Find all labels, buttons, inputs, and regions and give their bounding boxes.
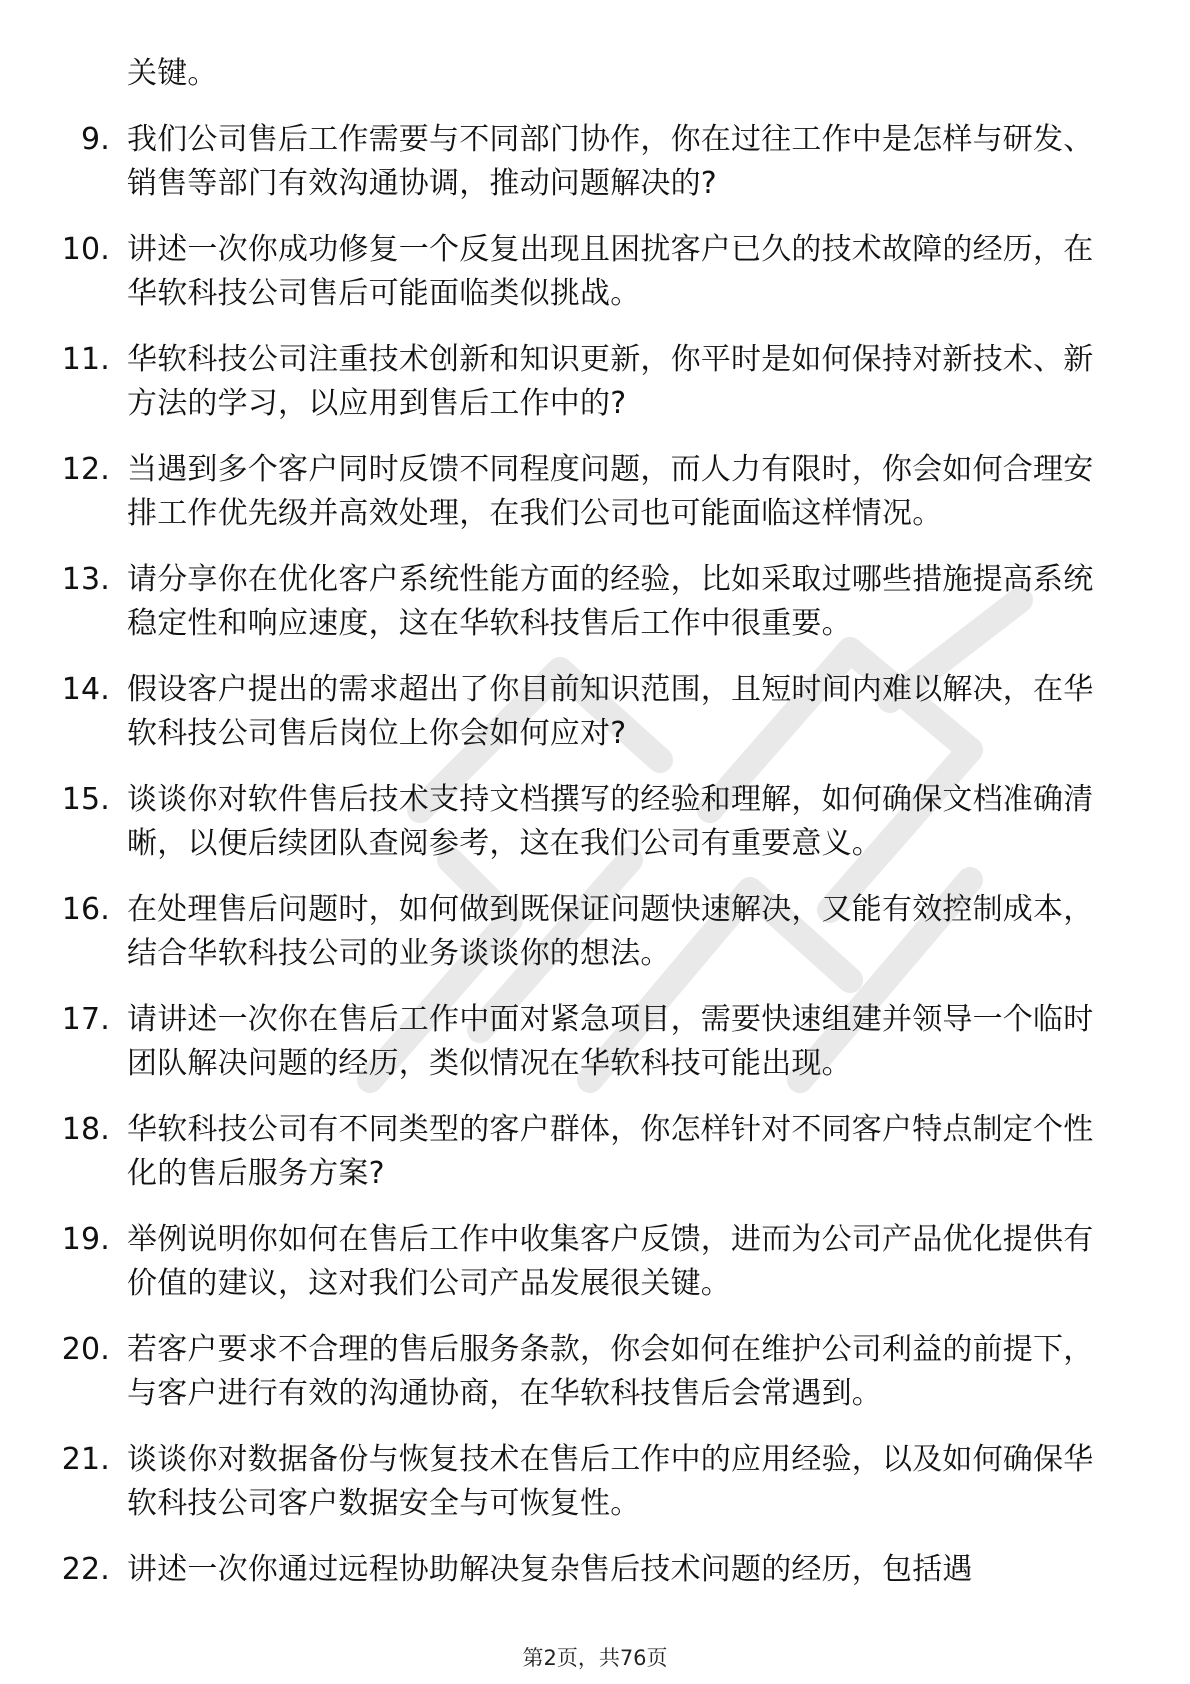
question-list (0, 52, 1190, 1614)
list-item (0, 228, 1107, 316)
list-item (0, 1548, 1107, 1592)
list-item (0, 668, 1107, 756)
question-number: 12. (61, 452, 110, 487)
page-footer: 第2页，共76页 (522, 1646, 668, 1670)
question-text: 我们公司售后工作需要与不同部门协作，你在过往工作中是怎样与研发、销售等部门有效沟通协调，推动问题解决的? (127, 122, 1094, 201)
question-number: 15. (61, 782, 110, 817)
question-number: 19. (61, 1222, 110, 1257)
question-text: 讲述一次你成功修复一个反复出现且困扰客户已久的技术故障的经历，在华软科技公司售后可能面临类似挑战。 (127, 232, 1094, 311)
list-item (0, 998, 1107, 1086)
question-number: 14. (61, 672, 110, 707)
question-text: 讲述一次你通过远程协助解决复杂售后技术问题的经历，包括遇 (127, 1552, 973, 1587)
question-number: 17. (61, 1002, 110, 1037)
list-item (0, 778, 1107, 866)
question-text: 举例说明你如何在售后工作中收集客户反馈，进而为公司产品优化提供有价值的建议，这对我们公司产品发展很关键。 (127, 1222, 1094, 1301)
list-item (0, 1438, 1107, 1526)
list-item (0, 1328, 1107, 1416)
question-number: 20. (61, 1332, 110, 1367)
question-number: 22. (61, 1552, 110, 1587)
list-item (0, 118, 1107, 206)
list-item (0, 338, 1107, 426)
question-number: 13. (61, 562, 110, 597)
question-text: 请讲述一次你在售后工作中面对紧急项目，需要快速组建并领导一个临时团队解决问题的经历，类似情况在华软科技可能出现。 (127, 1002, 1094, 1081)
continuation-text: 关键。 (127, 56, 218, 91)
question-text: 假设客户提出的需求超出了你目前知识范围，且短时间内难以解决，在华软科技公司售后岗位上你会如何应对? (127, 672, 1094, 751)
question-number: 16. (61, 892, 110, 927)
list-item (0, 558, 1107, 646)
question-text: 当遇到多个客户同时反馈不同程度问题，而人力有限时，你会如何合理安排工作优先级并高效处理，在我们公司也可能面临这样情况。 (127, 452, 1094, 531)
question-number: 10. (61, 232, 110, 267)
question-number: 18. (61, 1112, 110, 1147)
list-item (0, 1218, 1107, 1306)
list-item (0, 1108, 1107, 1196)
question-text: 请分享你在优化客户系统性能方面的经验，比如采取过哪些措施提高系统稳定性和响应速度，这在华软科技售后工作中很重要。 (127, 562, 1094, 641)
question-text: 华软科技公司注重技术创新和知识更新，你平时是如何保持对新技术、新方法的学习，以应用到售后工作中的? (127, 342, 1094, 421)
question-text: 华软科技公司有不同类型的客户群体，你怎样针对不同客户特点制定个性化的售后服务方案? (127, 1112, 1094, 1191)
question-number: 11. (61, 342, 110, 377)
list-item (0, 448, 1107, 536)
question-number: 9. (80, 122, 110, 157)
question-number: 21. (61, 1442, 110, 1477)
continuation-line (0, 52, 1107, 96)
questions-container (0, 118, 1190, 1592)
list-item (0, 888, 1107, 976)
question-text: 在处理售后问题时，如何做到既保证问题快速解决，又能有效控制成本，结合华软科技公司的业务谈谈你的想法。 (127, 892, 1094, 971)
question-text: 谈谈你对软件售后技术支持文档撰写的经验和理解，如何确保文档准确清晰，以便后续团队查阅参考，这在我们公司有重要意义。 (127, 782, 1094, 861)
question-text: 谈谈你对数据备份与恢复技术在售后工作中的应用经验，以及如何确保华软科技公司客户数据安全与可恢复性。 (127, 1442, 1094, 1521)
question-text: 若客户要求不合理的售后服务条款，你会如何在维护公司利益的前提下，与客户进行有效的沟通协商，在华软科技售后会常遇到。 (127, 1332, 1094, 1411)
